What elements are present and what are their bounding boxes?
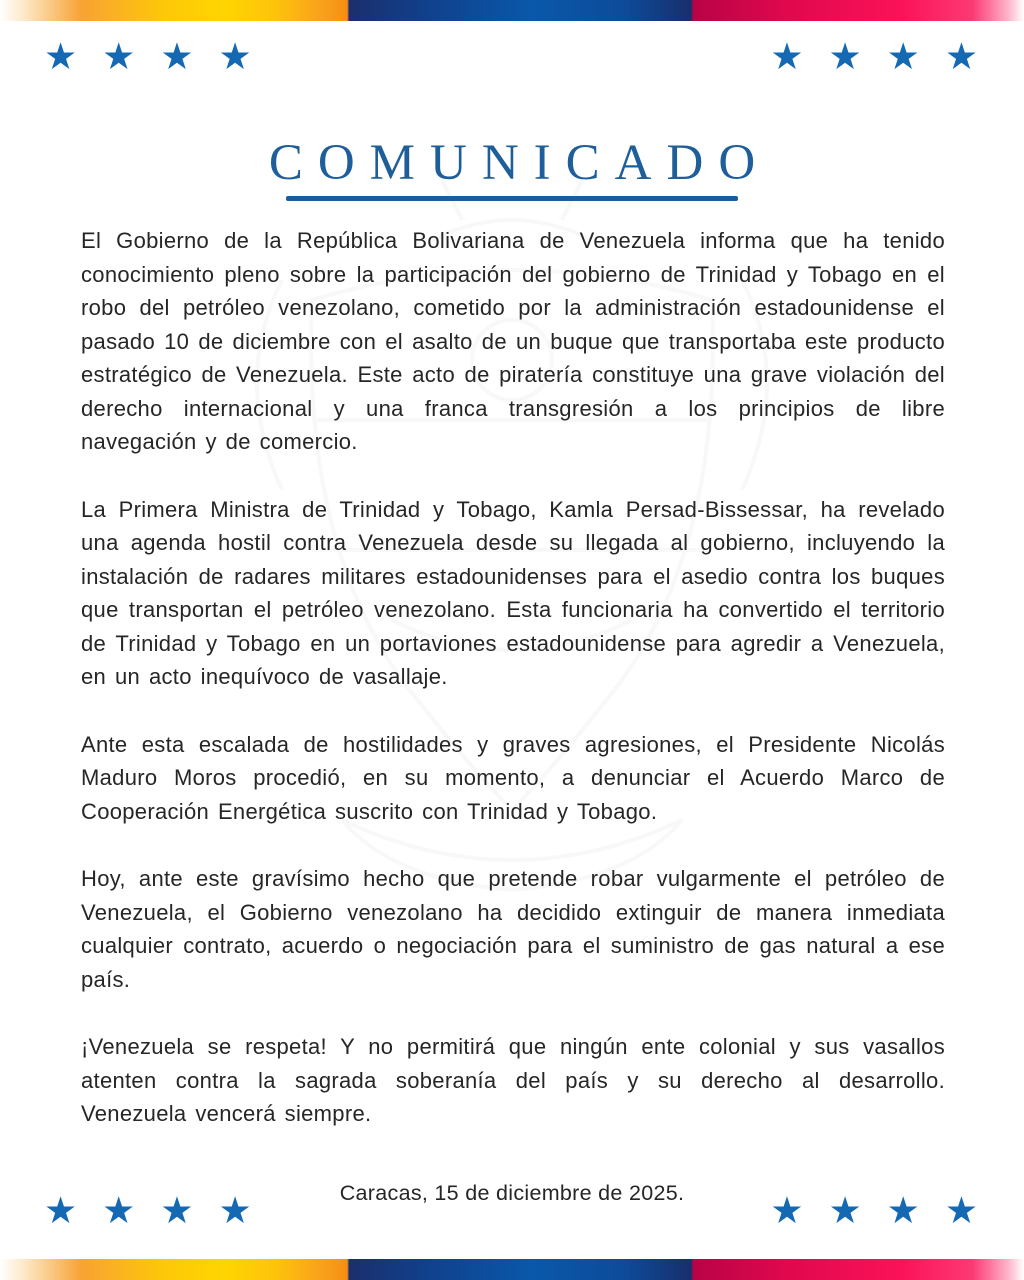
star-row-bottom-left [44, 1192, 252, 1230]
paragraph-3: Ante esta escalada de hostilidades y graves agresiones, el Presidente Nicolás Maduro Moros procedió, en su momento, a denunciar el Acuerdo Marco de Cooperación Energética suscrito con Trinidad y Tobago. [81, 731, 945, 824]
star-icon: ★ [944, 1190, 978, 1231]
paragraph-2: La Primera Ministra de Trinidad y Tobago, Kamla Persad-Bissessar, ha revelado una agenda hostil contra Venezuela desde su llegada al gobierno, incluyendo la instalación de radares militares estadounidenses para el asedio contra los buques que transportan el petróleo venezolano. Esta funcionaria ha convertido el territorio de Trinidad y Tobago en un portaviones estadounidense para agredir a Venezuela, en un acto inequívoco de vasallaje. [81, 496, 945, 689]
star-icon: ★ [218, 1190, 252, 1231]
flag-tricolor-bottom-bar [0, 1259, 1024, 1280]
star-icon: ★ [770, 1190, 804, 1231]
flag-tricolor-top-bar [0, 0, 1024, 21]
star-row-top-left [44, 38, 252, 76]
star-icon: ★ [102, 36, 136, 77]
page-title: COMUNICADO [268, 135, 771, 191]
star-icon: ★ [828, 1190, 862, 1231]
letter-body [81, 224, 945, 1165]
star-icon: ★ [770, 36, 804, 77]
star-row-top-right [770, 38, 978, 76]
star-icon: ★ [828, 36, 862, 77]
star-icon: ★ [44, 1190, 78, 1231]
star-icon: ★ [102, 1190, 136, 1231]
star-row-bottom-right [770, 1192, 978, 1230]
star-icon: ★ [160, 36, 194, 77]
title-underline [286, 196, 738, 201]
paragraph-4: Hoy, ante este gravísimo hecho que pretende robar vulgarmente el petróleo de Venezuela, el Gobierno venezolano ha decidido extinguir de manera inmediata cualquier contrato, acuerdo o negociación para el suministro de gas natural a ese país. [81, 866, 945, 992]
star-icon: ★ [886, 36, 920, 77]
star-icon: ★ [218, 36, 252, 77]
paragraph-1: El Gobierno de la República Bolivariana de Venezuela informa que ha tenido conocimiento pleno sobre la participación del gobierno de Trinidad y Tobago en el robo del petróleo venezolano, cometido por la administración estadounidense el pasado 10 de diciembre con el asalto de un buque que transportaba este producto estratégico de Venezuela. Este acto de piratería constituye una grave violación del derecho internacional y una franca transgresión a los principios de libre navegación y de comercio. [81, 228, 945, 454]
dateline: Caracas, 15 de diciembre de 2025. [339, 1181, 685, 1205]
star-icon: ★ [944, 36, 978, 77]
paragraph-5: ¡Venezuela se respeta! Y no permitirá que ningún ente colonial y sus vasallos atenten contra la sagrada soberanía del país y su derecho al desarrollo. Venezuela vencerá siempre. [81, 1034, 945, 1126]
star-icon: ★ [44, 36, 78, 77]
star-icon: ★ [160, 1190, 194, 1231]
star-icon: ★ [886, 1190, 920, 1231]
